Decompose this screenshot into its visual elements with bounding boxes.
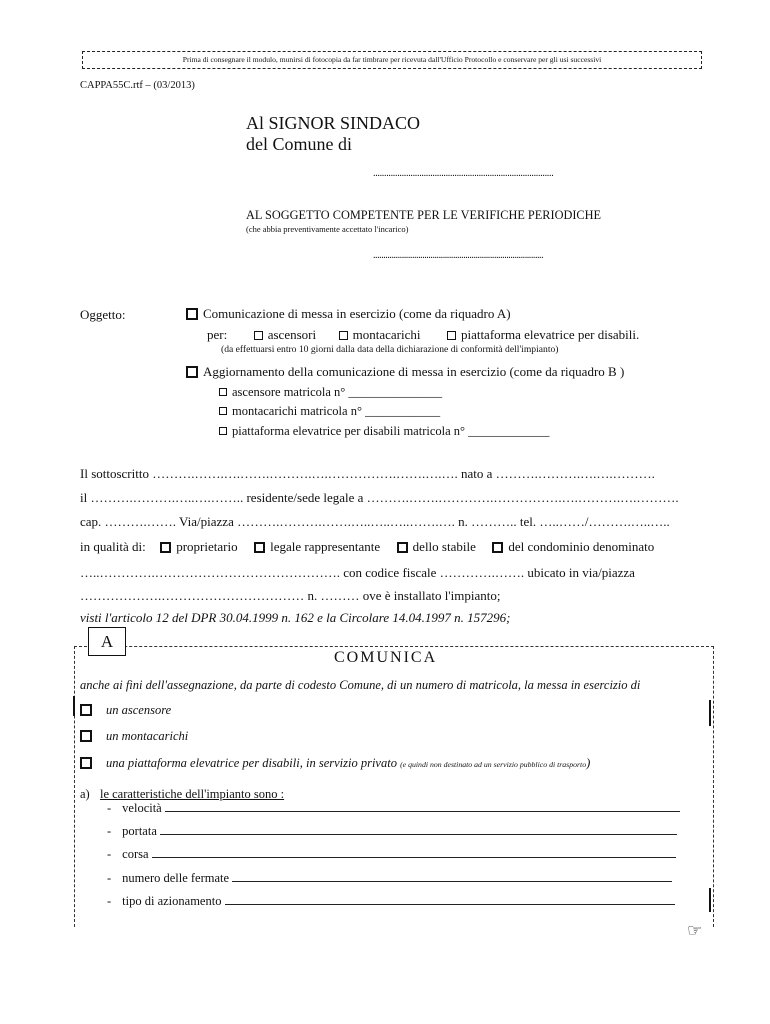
sub-option-piattaforma-label: piattaforma elevatrice per disabili matricola n° _____________ bbox=[232, 424, 550, 438]
qualita-legale-rappresentante: legale rappresentante bbox=[270, 539, 381, 554]
qualita-proprietario: proprietario bbox=[176, 539, 238, 554]
frame-mark-right-top bbox=[709, 700, 711, 726]
checkbox-ascensori[interactable] bbox=[254, 331, 263, 340]
checkbox-piattaforma-matricola[interactable] bbox=[219, 427, 227, 435]
sub-option-montacarichi[interactable] bbox=[219, 404, 440, 419]
option-aggiornamento-label: Aggiornamento della comunicazione di messa in esercizio (come da riquadro B ) bbox=[203, 364, 625, 379]
municipality-label: del Comune di bbox=[246, 134, 352, 154]
field-corsa[interactable] bbox=[107, 847, 676, 862]
qualita-condominio: del condominio denominato bbox=[508, 539, 655, 554]
section-a-tag: A bbox=[88, 627, 126, 656]
legal-reference: visti l'articolo 12 del DPR 30.04.1999 n. 162 e la Circolare 14.04.1997 n. 157296; bbox=[80, 610, 511, 625]
section-a-label: a) bbox=[80, 787, 90, 801]
checkbox-legale-rappresentante[interactable] bbox=[254, 542, 265, 553]
checkbox-una-piattaforma[interactable] bbox=[80, 757, 92, 769]
characteristics-header bbox=[80, 787, 284, 802]
frame-mark-right-bottom bbox=[709, 888, 711, 912]
comunica-title: COMUNICA bbox=[334, 649, 438, 666]
characteristics-title: le caratteristiche dell'impianto sono : bbox=[99, 787, 285, 801]
qualita-row bbox=[80, 539, 654, 555]
checkbox-un-ascensore[interactable] bbox=[80, 704, 92, 716]
field-corsa-input[interactable] bbox=[152, 857, 676, 858]
field-velocita-input[interactable] bbox=[165, 811, 680, 812]
checkbox-condominio[interactable] bbox=[492, 542, 503, 553]
checkbox-proprietario[interactable] bbox=[160, 542, 171, 553]
municipality-field[interactable]: .................................................................................. bbox=[373, 168, 554, 179]
field-bullet: - bbox=[107, 894, 112, 908]
document-code: CAPPA55C.rtf – (03/2013) bbox=[80, 80, 195, 91]
verifier-title: AL SOGGETTO COMPETENTE PER LE VERIFICHE PERIODICHE bbox=[246, 208, 602, 222]
sub-option-ascensore-label: ascensore matricola n° _______________ bbox=[232, 385, 443, 399]
sub-option-piattaforma[interactable] bbox=[219, 424, 549, 439]
option-comunicazione[interactable] bbox=[186, 306, 511, 322]
checkbox-montacarichi[interactable] bbox=[339, 331, 348, 340]
field-velocita[interactable] bbox=[107, 801, 680, 816]
field-portata[interactable] bbox=[107, 824, 677, 839]
checkbox-un-montacarichi[interactable] bbox=[80, 730, 92, 742]
per-option-montacarichi: montacarichi bbox=[352, 327, 421, 342]
field-corsa-label: corsa bbox=[122, 847, 149, 861]
per-row bbox=[207, 327, 639, 343]
notice-text: Prima di consegnare il modulo, munirsi di fotocopia da far timbrare per ricevuta dall'Ufficio Protocollo e conservare per gli usi successivi bbox=[182, 55, 602, 64]
declarant-line-birth[interactable]: il ……….……….…..….…….. residente/sede legale a ……….…….………….…………….….……….….………. bbox=[80, 490, 679, 505]
choice-ascensore[interactable] bbox=[80, 703, 171, 718]
field-bullet: - bbox=[107, 847, 112, 861]
field-bullet: - bbox=[107, 824, 112, 838]
verifier-field[interactable]: ................................................................................... bbox=[373, 250, 544, 261]
sub-option-ascensore[interactable] bbox=[219, 385, 442, 400]
checkbox-montacarichi-matricola[interactable] bbox=[219, 407, 227, 415]
checkbox-piattaforma[interactable] bbox=[447, 331, 456, 340]
field-azionamento-input[interactable] bbox=[225, 904, 675, 905]
per-label: per: bbox=[207, 327, 228, 342]
option1-note: (da effettuarsi entro 10 giorni dalla data della dichiarazione di conformità dell'impianto) bbox=[221, 344, 559, 355]
hand-pointing-arrow-icon: ☞ bbox=[687, 921, 703, 941]
choice-piattaforma-note: (e quindi non destinato ad un servizio pubblico di trasporto bbox=[400, 760, 587, 769]
comunica-intro: anche ai fini dell'assegnazione, da parte di codesto Comune, di un numero di matricola, la messa in esercizio di bbox=[80, 678, 641, 692]
declarant-line-fiscal[interactable]: …..………….……………………………………. con codice fiscale ………….……. ubicato in via/piazza bbox=[80, 565, 635, 580]
declarant-line-address[interactable]: cap. ……….……. Via/piazza ……….……….…….…..…..…..…….…. n. ……….. tel. …..……/……….…..….. bbox=[80, 514, 670, 529]
choice-piattaforma-label: una piattaforma elevatrice per disabili, in servizio privato bbox=[106, 756, 397, 770]
per-option-piattaforma: piattaforma elevatrice per disabili. bbox=[460, 327, 640, 342]
checkbox-comunicazione[interactable] bbox=[186, 308, 198, 320]
choice-montacarichi[interactable] bbox=[80, 729, 188, 744]
qualita-label: in qualità di: bbox=[80, 539, 146, 554]
choice-montacarichi-label: un montacarichi bbox=[106, 729, 189, 743]
field-fermate-label: numero delle fermate bbox=[122, 871, 230, 885]
qualita-dello-stabile: dello stabile bbox=[412, 539, 476, 554]
field-portata-input[interactable] bbox=[160, 834, 677, 835]
choice-piattaforma-close: ) bbox=[586, 756, 591, 770]
option-aggiornamento[interactable] bbox=[186, 364, 624, 380]
checkbox-aggiornamento[interactable] bbox=[186, 366, 198, 378]
field-bullet: - bbox=[107, 871, 112, 885]
checkbox-dello-stabile[interactable] bbox=[397, 542, 408, 553]
choice-piattaforma[interactable] bbox=[80, 756, 590, 771]
per-option-ascensori: ascensori bbox=[267, 327, 317, 342]
frame-mark-left bbox=[73, 696, 75, 716]
checkbox-ascensore-matricola[interactable] bbox=[219, 388, 227, 396]
field-azionamento[interactable] bbox=[107, 894, 675, 909]
field-velocita-label: velocità bbox=[122, 801, 162, 815]
field-azionamento-label: tipo di azionamento bbox=[122, 894, 222, 908]
field-fermate[interactable] bbox=[107, 871, 672, 886]
option-comunicazione-label: Comunicazione di messa in esercizio (come da riquadro A) bbox=[203, 306, 511, 321]
field-portata-label: portata bbox=[122, 824, 157, 838]
sub-option-montacarichi-label: montacarichi matricola n° ____________ bbox=[232, 404, 441, 418]
declarant-line-name[interactable]: Il sottoscritto ……….…….….…….……….….…………….…….….…. nato a ……….……….….….………. bbox=[80, 466, 655, 481]
photocopy-notice bbox=[82, 51, 702, 69]
verifier-note: (che abbia preventivamente accettato l'incarico) bbox=[246, 224, 409, 234]
mayor-title: Al SIGNOR SINDACO bbox=[246, 113, 421, 133]
declarant-line-location[interactable]: ……………….…………………………… n. ……… ove è installato l'impianto; bbox=[80, 588, 501, 603]
choice-ascensore-label: un ascensore bbox=[106, 703, 172, 717]
field-fermate-input[interactable] bbox=[232, 881, 672, 882]
field-bullet: - bbox=[107, 801, 112, 815]
oggetto-label: Oggetto: bbox=[80, 307, 126, 322]
